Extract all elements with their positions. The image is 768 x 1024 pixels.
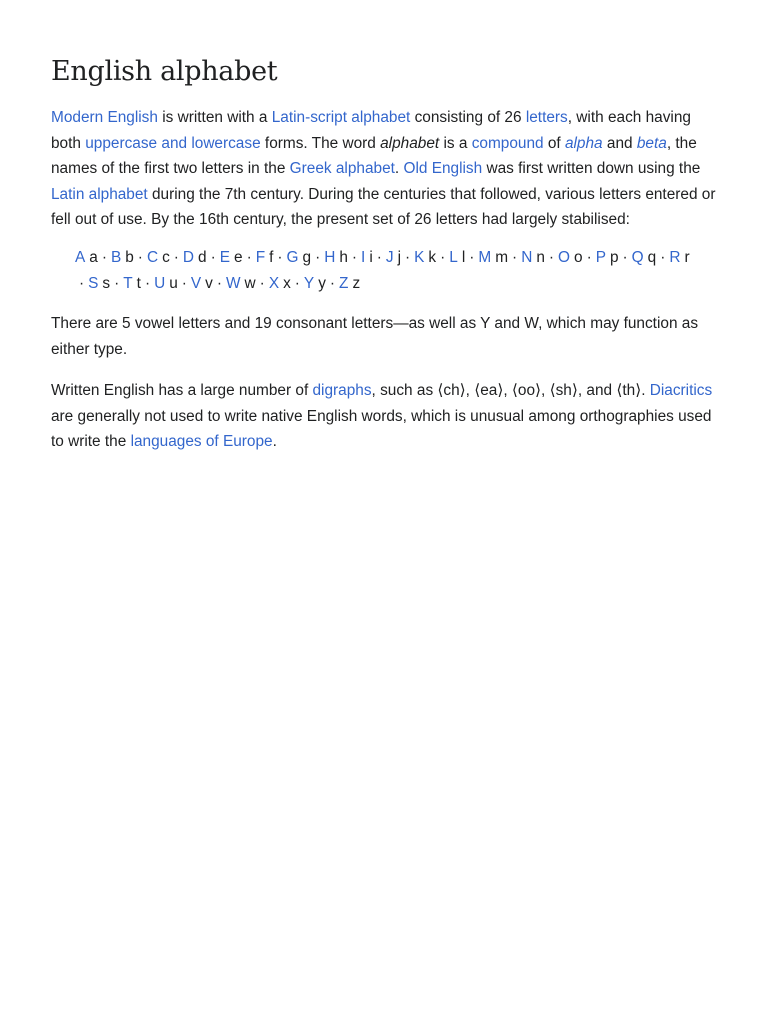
text-run: , with each having both — [51, 109, 691, 152]
letter-link-u[interactable]: U — [154, 274, 166, 292]
lowercase-letter: z — [352, 274, 361, 292]
lowercase-letter: n — [536, 248, 545, 266]
intro-paragraph — [51, 105, 718, 233]
alphabet-separator: · — [660, 248, 666, 266]
text-run: , the names of the first two letters in the — [51, 134, 697, 178]
lowercase-letter: x — [283, 274, 291, 292]
letter-link-b[interactable]: B — [110, 248, 122, 266]
link-beta[interactable] — [637, 135, 667, 152]
letter-link-f[interactable]: F — [255, 248, 266, 266]
alphabet-separator: · — [173, 248, 179, 266]
lowercase-letter: f — [269, 248, 274, 266]
lowercase-letter: m — [495, 248, 509, 266]
link-greek-alphabet[interactable]: Greek alphabet — [289, 160, 395, 178]
letter-link-w[interactable]: W — [226, 274, 241, 292]
lowercase-letter: k — [428, 248, 437, 266]
alphabet-list — [75, 245, 718, 297]
link-beta-label: beta — [636, 134, 667, 152]
alphabet-pair-w — [213, 271, 256, 297]
alphabet-pair-g — [273, 245, 311, 271]
link-digraphs[interactable]: digraphs — [312, 382, 372, 400]
alphabet-separator: · — [512, 248, 518, 266]
alphabet-separator: · — [586, 248, 592, 266]
alphabet-separator: · — [622, 248, 628, 266]
alphabet-pair-m — [465, 245, 508, 271]
text-run: . — [394, 160, 404, 178]
alphabet-separator: · — [376, 248, 382, 266]
letter-link-h[interactable]: H — [324, 248, 336, 266]
text-run: is a — [439, 134, 472, 152]
lowercase-letter: o — [574, 248, 583, 266]
lowercase-letter: e — [234, 248, 243, 266]
alphabet-pair-e — [207, 245, 243, 271]
text-run: . — [272, 433, 277, 451]
lowercase-letter: i — [369, 248, 373, 266]
alphabet-pair-r — [656, 245, 689, 271]
lowercase-letter: p — [609, 248, 619, 266]
alphabet-pair-z — [326, 271, 360, 297]
alphabet-separator: · — [137, 248, 143, 266]
text-run: during the 7th century. During the centuries that followed, various letters entered or fell out of use. By the 16th century, the present set of 26 letters had largely stabilised: — [51, 185, 716, 229]
alphabet-separator: · — [277, 248, 283, 266]
link-modern-english[interactable]: Modern English — [51, 109, 158, 126]
alphabet-separator: · — [210, 248, 216, 266]
alphabet-separator: · — [144, 274, 151, 292]
alphabet-pair-n — [508, 245, 545, 271]
link-old-english[interactable]: Old English — [403, 160, 483, 178]
alphabet-pair-h — [311, 245, 348, 271]
italic-word-alphabet: alphabet — [380, 134, 440, 152]
alphabet-pair-p — [583, 245, 619, 271]
lowercase-letter: a — [89, 248, 98, 266]
alphabet-pair-u — [141, 271, 178, 297]
article-body — [0, 0, 768, 455]
link-latin-alphabet[interactable]: Latin alphabet — [51, 185, 148, 203]
link-alpha-label: alpha — [564, 134, 603, 152]
letter-link-r[interactable]: R — [669, 248, 681, 266]
letter-link-m[interactable]: M — [478, 248, 492, 266]
text-run: forms. The word — [260, 134, 381, 152]
alphabet-separator: · — [315, 248, 321, 266]
alphabet-pair-b — [98, 245, 134, 271]
text-run: consisting of 26 — [410, 109, 526, 126]
alphabet-separator: · — [216, 274, 223, 292]
alphabet-pair-t — [110, 271, 141, 297]
lowercase-letter: u — [169, 274, 178, 292]
alphabet-pair-l — [436, 245, 465, 271]
alphabet-separator: · — [329, 274, 336, 292]
letter-link-j[interactable]: J — [385, 248, 394, 266]
alphabet-pair-q — [619, 245, 657, 271]
lowercase-letter: r — [684, 248, 690, 266]
alphabet-separator: · — [294, 274, 300, 292]
text-run: of — [543, 134, 565, 152]
alphabet-separator: · — [548, 248, 555, 266]
alphabet-pair-x — [256, 271, 291, 297]
letter-link-l[interactable]: L — [449, 248, 458, 266]
alphabet-pair-k — [401, 245, 436, 271]
vowels-paragraph: There are 5 vowel letters and 19 consonant letters—as well as Y and W, which may function as either type. — [51, 314, 699, 358]
letter-link-y[interactable]: Y — [303, 274, 315, 292]
letter-link-v[interactable]: V — [190, 274, 202, 292]
page-title: English alphabet — [51, 56, 278, 87]
lowercase-letter: y — [318, 274, 326, 292]
alphabet-pair-a — [75, 245, 98, 271]
alphabet-pair-c — [134, 245, 170, 271]
lowercase-letter: h — [339, 248, 348, 266]
text-run: , such as ⟨ch⟩, ⟨ea⟩, ⟨oo⟩, ⟨sh⟩, and ⟨th⟩. — [371, 382, 650, 400]
alphabet-separator: · — [351, 248, 358, 266]
letter-link-e[interactable]: E — [219, 248, 230, 266]
alphabet-pair-f — [243, 245, 274, 271]
alphabet-separator: · — [101, 248, 107, 266]
link-diacritics[interactable]: Diacritics — [649, 382, 713, 400]
text-run: are generally not used to write native English words, which is unusual among orthographies used to write the — [51, 407, 712, 451]
letter-link-z[interactable]: Z — [339, 274, 349, 292]
lowercase-letter: q — [647, 248, 657, 266]
lowercase-letter: s — [102, 274, 111, 292]
lowercase-letter: d — [198, 248, 207, 266]
lowercase-letter: j — [397, 248, 402, 266]
text-run: is written with a — [157, 109, 272, 126]
alphabet-separator: · — [259, 274, 265, 292]
link-compound[interactable]: compound — [471, 134, 544, 152]
lowercase-letter: g — [302, 248, 312, 266]
alphabet-pair-v — [178, 271, 213, 297]
alphabet-separator: · — [440, 248, 446, 266]
link-languages-of-europe[interactable]: languages of Europe — [130, 433, 273, 451]
alphabet-separator: · — [181, 274, 187, 292]
alphabet-separator: · — [469, 248, 475, 266]
link-latin-script-alphabet[interactable]: Latin-script alphabet — [271, 109, 411, 126]
letter-link-i[interactable]: I — [361, 248, 366, 266]
alphabet-pair-j — [373, 245, 401, 271]
letter-link-a[interactable]: A — [75, 248, 86, 266]
alphabet-pair-o — [545, 245, 583, 271]
text-run: Written English has a large number of — [51, 382, 313, 400]
lowercase-letter: t — [136, 274, 141, 292]
alphabet-separator: · — [114, 274, 120, 292]
alphabet-pair-d — [170, 245, 207, 271]
lowercase-letter: v — [205, 274, 213, 292]
link-alpha[interactable] — [565, 135, 603, 152]
letter-link-q[interactable]: Q — [631, 248, 644, 266]
letter-link-k[interactable]: K — [414, 248, 425, 266]
letter-link-x[interactable]: X — [268, 274, 280, 292]
alphabet-separator: · — [246, 248, 252, 266]
lowercase-letter: c — [162, 248, 170, 266]
text-run: was first written down using the — [482, 160, 701, 178]
alphabet-separator: · — [405, 248, 411, 266]
letter-link-o[interactable]: O — [558, 248, 570, 266]
letter-link-d[interactable]: D — [182, 248, 195, 266]
alphabet-pair-y — [291, 271, 326, 297]
lowercase-letter: w — [244, 274, 256, 292]
alphabet-pair-i — [348, 245, 373, 271]
lowercase-letter: l — [461, 248, 466, 266]
letter-link-t[interactable]: T — [123, 274, 133, 292]
letter-link-p[interactable]: P — [595, 248, 606, 266]
letter-link-c[interactable]: C — [146, 248, 159, 266]
alphabet-separator: · — [79, 274, 85, 292]
lowercase-letter: b — [125, 248, 134, 266]
link-uppercase-and-lowercase[interactable]: uppercase and lowercase — [85, 134, 261, 152]
link-letters[interactable]: letters — [525, 109, 568, 126]
letter-link-n[interactable]: N — [521, 248, 533, 266]
digraphs-paragraph — [51, 378, 718, 455]
text-run: and — [602, 134, 637, 152]
alphabet-pair-s — [75, 271, 110, 297]
letter-link-g[interactable]: G — [286, 248, 299, 266]
letter-link-s[interactable]: S — [88, 274, 99, 292]
